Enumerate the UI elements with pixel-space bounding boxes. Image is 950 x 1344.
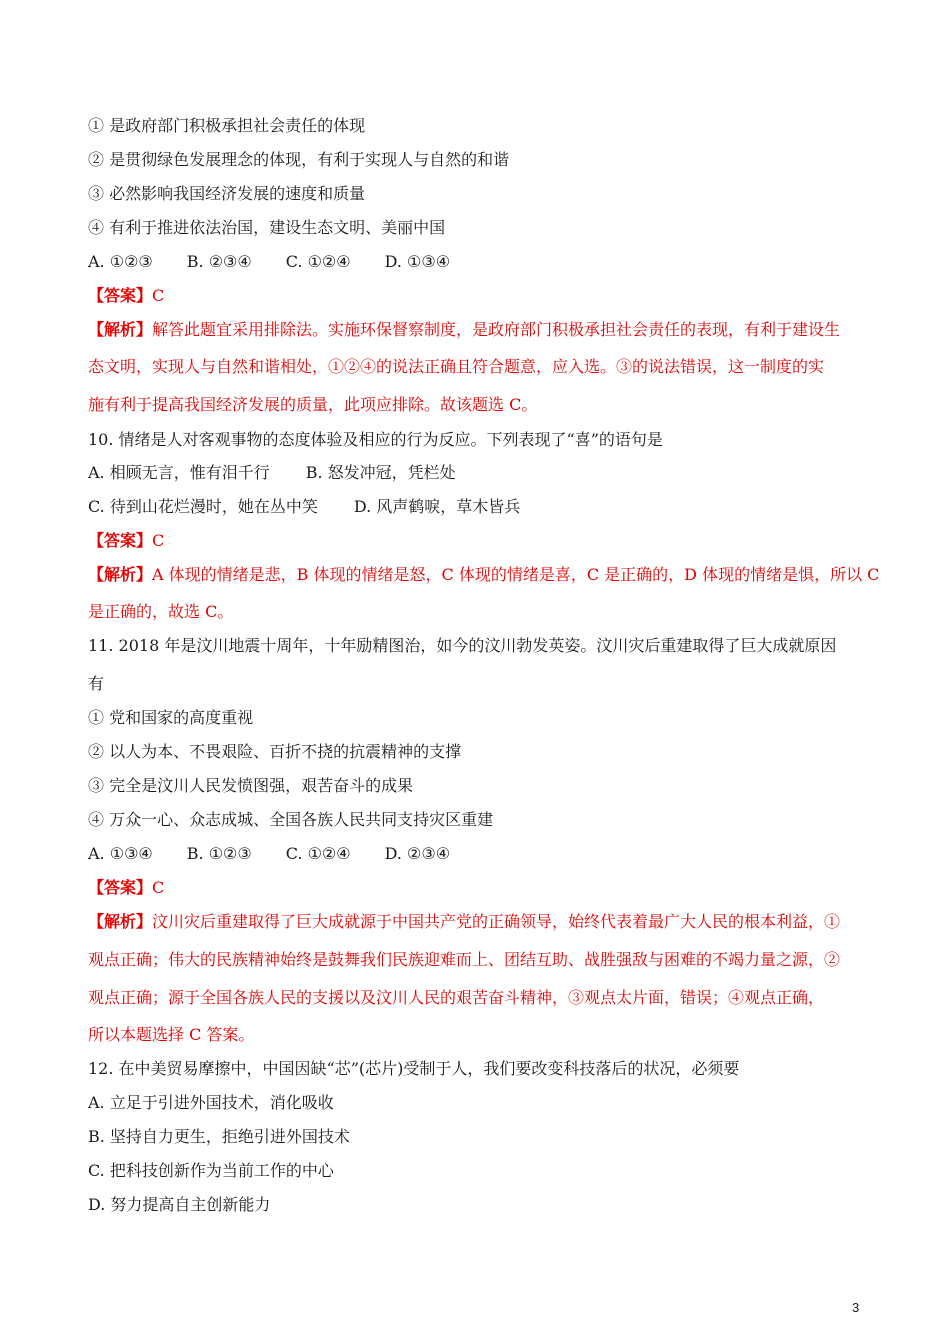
- q11-stem-line-2: 有: [88, 674, 105, 693]
- q12-option-a: A. 立足于引进外国技术，消化吸收: [88, 1093, 334, 1112]
- q9-option-a: A. ①②③: [88, 252, 153, 271]
- page-number: 3: [852, 1300, 860, 1315]
- q11-analysis-line-4: 所以本题选择 C 答案。: [88, 1025, 255, 1044]
- q10-stem: 10. 情绪是人对客观事物的态度体验及相应的行为反应。下列表现了“喜”的语句是: [88, 430, 663, 449]
- q10-answer: [88, 531, 164, 551]
- q11-analysis-line-1: [88, 912, 840, 932]
- q11-item-2: ② 以人为本、不畏艰险、百折不挠的抗震精神的支撑: [88, 742, 462, 761]
- q9-options: [88, 252, 450, 272]
- q9-option-d: D. ①③④: [384, 252, 451, 271]
- q11-answer: [88, 878, 164, 898]
- q9-item-3: ③ 必然影响我国经济发展的速度和质量: [88, 184, 366, 203]
- q12-stem: 12. 在中美贸易摩擦中，中国因缺“芯”(芯片)受制于人，我们要改变科技落后的状况，必须要: [88, 1059, 740, 1078]
- q9-answer: [88, 286, 164, 306]
- q11-item-1: ① 党和国家的高度重视: [88, 708, 254, 727]
- answer-tag: 【答案】: [88, 878, 153, 897]
- q12-option-c: C. 把科技创新作为当前工作的中心: [88, 1161, 334, 1180]
- q11-analysis-line-3: 观点正确；源于全国各族人民的支援以及汶川人民的艰苦奋斗精神，③观点太片面，错误；④观点正确，: [88, 988, 825, 1007]
- answer-tag: 【答案】: [88, 286, 153, 305]
- q10-analysis-line-2: 是正确的，故选 C。: [88, 602, 234, 621]
- q9-analysis-line-2: 态文明，实现人与自然和谐相处，①②④的说法正确且符合题意，应入选。③的说法错误，这一制度的实: [88, 357, 825, 376]
- q11-analysis-line-2: 观点正确；伟大的民族精神始终是鼓舞我们民族迎难而上、团结互助、战胜强敌与困难的不竭力量之源，②: [88, 950, 841, 969]
- q10-option-b: B. 怒发冲冠，凭栏处: [305, 463, 456, 482]
- q10-option-d: D. 风声鹤唳，草木皆兵: [353, 497, 521, 516]
- answer-value: C: [152, 878, 165, 897]
- q11-item-3: ③ 完全是汶川人民发愤图强，艰苦奋斗的成果: [88, 776, 414, 795]
- q10-option-a: A. 相顾无言，惟有泪千行: [88, 463, 270, 482]
- answer-value: C: [152, 531, 165, 550]
- q10-options-row-2: [88, 497, 520, 517]
- analysis-text: 汶川灾后重建取得了巨大成就源于中国共产党的正确领导，始终代表着最广大人民的根本利益，①: [152, 912, 841, 931]
- q10-options-row-1: [88, 463, 456, 483]
- q12-option-d: D. 努力提高自主创新能力: [88, 1195, 271, 1214]
- q9-item-4: ④ 有利于推进依法治国，建设生态文明、美丽中国: [88, 218, 446, 237]
- analysis-tag: 【解析】: [88, 320, 153, 339]
- q11-option-b: B. ①②③: [186, 844, 252, 863]
- q11-item-4: ④ 万众一心、众志成城、全国各族人民共同支持灾区重建: [88, 810, 494, 829]
- q10-analysis-line-1: [88, 565, 879, 585]
- analysis-text: 解答此题宜采用排除法。实施环保督察制度，是政府部门积极承担社会责任的表现，有利于建设生: [152, 320, 841, 339]
- analysis-tag: 【解析】: [88, 912, 153, 931]
- q9-option-b: B. ②③④: [186, 252, 252, 271]
- q11-option-d: D. ②③④: [384, 844, 451, 863]
- q10-option-c: C. 待到山花烂漫时，她在丛中笑: [88, 497, 318, 516]
- q9-item-1: ① 是政府部门积极承担社会责任的体现: [88, 116, 366, 135]
- q9-option-c: C. ①②④: [285, 252, 351, 271]
- q12-option-b: B. 坚持自力更生，拒绝引进外国技术: [88, 1127, 350, 1146]
- q11-option-c: C. ①②④: [285, 844, 351, 863]
- answer-tag: 【答案】: [88, 531, 153, 550]
- q9-analysis-line-1: [88, 320, 840, 340]
- analysis-tag: 【解析】: [88, 565, 153, 584]
- answer-value: C: [152, 286, 165, 305]
- q11-options: [88, 844, 450, 864]
- q9-analysis-line-3: 施有利于提高我国经济发展的质量，此项应排除。故该题选 C。: [88, 395, 538, 414]
- analysis-text: A 体现的情绪是悲，B 体现的情绪是怒，C 体现的情绪是喜，C 是正确的，D 体现的情绪是惧，所以 C: [152, 565, 880, 584]
- q11-stem-line-1: 11. 2018 年是汶川地震十周年，十年励精图治，如今的汶川勃发英姿。汶川灾后重建取得了巨大成就原因: [88, 636, 837, 655]
- q9-item-2: ② 是贯彻绿色发展理念的体现，有利于实现人与自然的和谐: [88, 150, 510, 169]
- q11-option-a: A. ①③④: [88, 844, 153, 863]
